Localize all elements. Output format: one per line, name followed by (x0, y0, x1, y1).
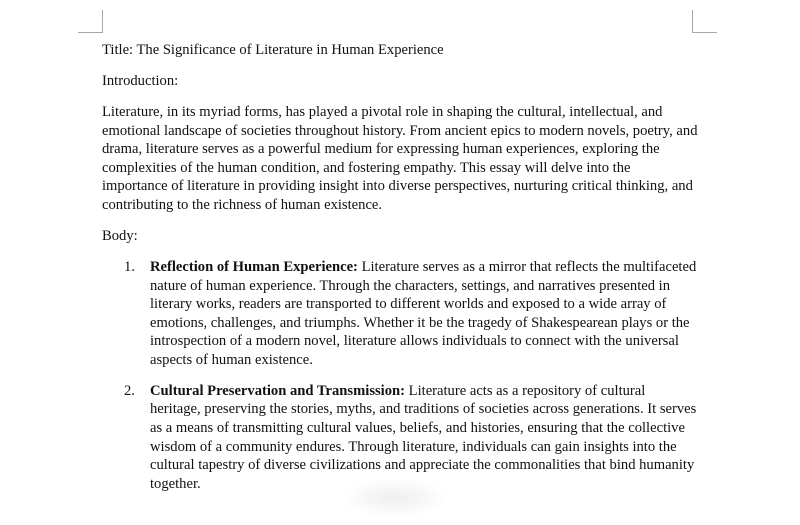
list-item-heading: Reflection of Human Experience: (150, 258, 358, 275)
crop-mark-top-left (78, 10, 103, 33)
body-heading: Body: (102, 227, 138, 244)
document-body[interactable] (102, 41, 698, 506)
crop-mark-top-right (692, 10, 717, 33)
numbered-list (102, 258, 698, 494)
introduction-paragraph: Literature, in its myriad forms, has played a pivotal role in shaping the cultural, intellectual, and emotional landscape of societies throughout history. From ancient epics to modern novels, poetry, and drama, literature serves as a powerful medium for expressing human experiences, exploring the complexities of the human condition, and fostering empathy. This essay will delve into the importance of literature in providing insight into diverse perspectives, nurturing critical thinking, and contributing to the richness of human existence. (102, 103, 698, 213)
list-item-heading: Cultural Preservation and Transmission: (150, 382, 406, 399)
list-item-text: Literature acts as a repository of cultural heritage, preserving the stories, myths, and traditions of societies across generations. It serves as a means of transmitting cultural values, beliefs, and histories, ensuring that the collective wisdom of a community endures. Through literature, individuals can gain insights into the cultural tapestry of diverse civilizations and appreciate the commonalities that bind humanity together. (150, 382, 697, 492)
introduction-heading: Introduction: (102, 72, 179, 89)
list-item-text: Literature serves as a mirror that reflects the multifaceted nature of human experience. Through the characters, settings, and narratives presented in literary works, readers are transported to different worlds and exposed to a wide array of emotions, challenges, and triumphs. Whether it be the tragedy of Shakespearean plays or the introspection of a modern novel, literature allows individuals to connect with the universal aspects of human existence. (150, 258, 697, 368)
document-title: Title: The Significance of Literature in Human Experience (102, 42, 444, 58)
list-item (102, 382, 698, 494)
list-item (102, 258, 698, 370)
list-item-number: 2. (124, 382, 135, 399)
list-item-number: 1. (124, 258, 135, 275)
